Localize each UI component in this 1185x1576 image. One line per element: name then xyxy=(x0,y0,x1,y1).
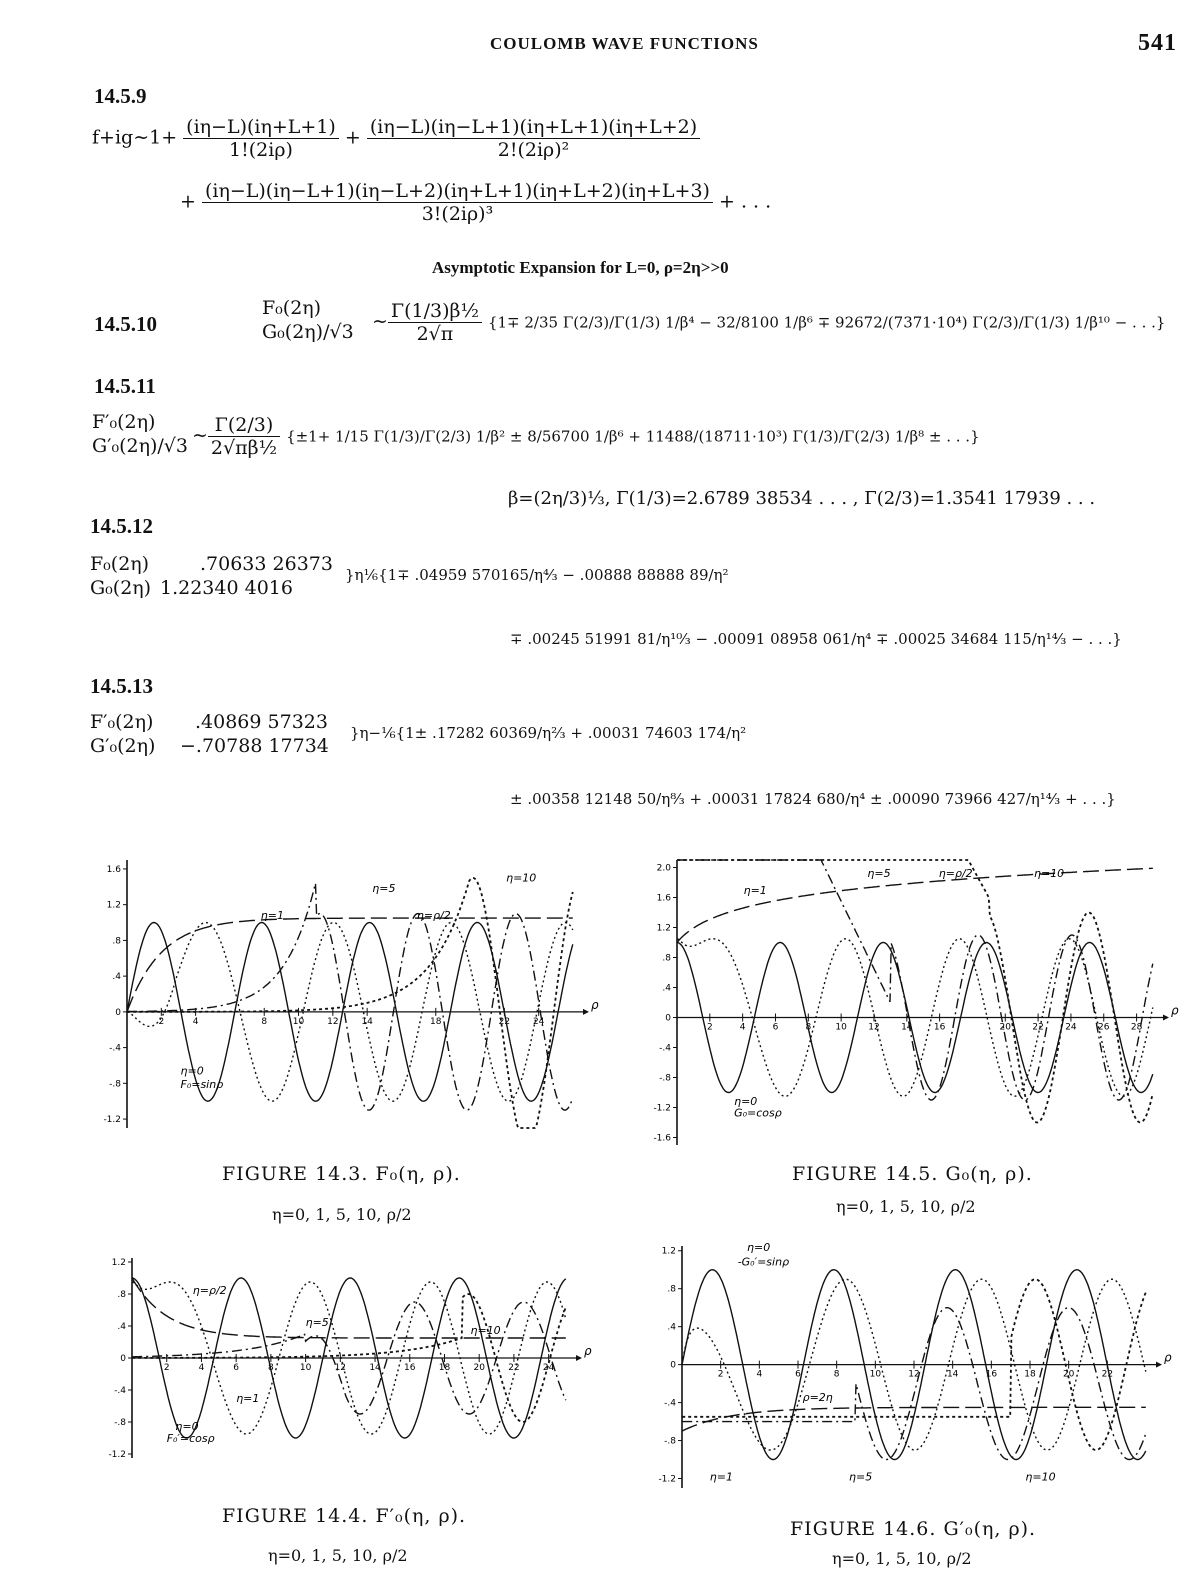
y-tick-label: .4 xyxy=(117,1322,126,1332)
y-tick-label: .4 xyxy=(662,983,671,994)
coefficient-stack xyxy=(180,710,329,758)
denominator: 2√πβ½ xyxy=(210,437,278,459)
coefficient-top: .70633 26373 xyxy=(200,553,333,575)
x-tick-label: 8 xyxy=(833,1369,840,1380)
x-tick-label: 4 xyxy=(739,1022,746,1033)
x-tick-label: 10 xyxy=(299,1363,312,1373)
x-tick-label: 4 xyxy=(198,1363,205,1373)
x-tick-label: 14 xyxy=(369,1363,381,1373)
x-tick-label: 16 xyxy=(985,1369,998,1380)
x-tick-label: 24 xyxy=(542,1363,555,1373)
series-annotation: η=5 xyxy=(372,882,396,896)
y-tick-label: .4 xyxy=(112,972,121,983)
x-tick-label: 24 xyxy=(532,1016,545,1027)
y-tick-label: 1.2 xyxy=(106,900,121,911)
equation-number: 14.5.13 xyxy=(90,674,153,698)
x-tick-label: 2 xyxy=(158,1016,165,1027)
y-tick-label: -1.6 xyxy=(653,1133,671,1144)
x-tick-label: 8 xyxy=(268,1363,274,1373)
y-tick-label: -.8 xyxy=(109,1079,121,1090)
series-annotation: η=5 xyxy=(305,1316,329,1329)
x-tick-label: 12 xyxy=(868,1022,880,1033)
series-line xyxy=(677,860,1153,1123)
x-tick-label: 14 xyxy=(361,1016,373,1027)
series-annotation: η=0 xyxy=(175,1420,199,1433)
y-tick-label: -.8 xyxy=(664,1436,676,1447)
y-tick-label: 0 xyxy=(670,1360,676,1371)
coefficient-top: .40869 57323 xyxy=(195,711,328,733)
x-axis-label: ρ xyxy=(1171,1003,1179,1018)
x-tick-label: 26 xyxy=(1098,1022,1110,1033)
numerator: (iη−L)(iη+L+1) xyxy=(183,116,339,139)
eq-tail: + . . . xyxy=(719,190,772,213)
y-tick-label: .4 xyxy=(667,1322,676,1333)
eq-lhs-bottom: G₀(2η)/√3 xyxy=(262,321,354,343)
series-annotation: F₀=sinρ xyxy=(180,1077,224,1091)
eq-lhs-stack xyxy=(90,552,151,600)
x-tick-label: 6 xyxy=(233,1363,240,1373)
x-tick-label: 10 xyxy=(869,1369,882,1380)
eq-lhs-top: F₀(2η) xyxy=(262,297,322,319)
denominator: 2!(2iρ)² xyxy=(497,139,570,161)
fraction xyxy=(208,414,280,459)
figure-subcaption: η=0, 1, 5, 10, ρ/2 xyxy=(836,1197,976,1216)
y-tick-label: -1.2 xyxy=(103,1115,121,1126)
equation-14-5-12-line1: }η⅙{1∓ .04959 570165/η⁴⁄₃ − .00888 88888 89/η² xyxy=(345,566,729,584)
series-annotation: η=1 xyxy=(709,1470,733,1484)
series-annotation: η=0 xyxy=(747,1240,771,1254)
eq-lhs-top: F′₀(2η) xyxy=(90,711,154,733)
x-tick-label: 4 xyxy=(192,1016,199,1027)
denominator: 3!(2iρ)³ xyxy=(421,203,494,225)
y-tick-label: 1.2 xyxy=(656,923,671,934)
x-tick-label: 2 xyxy=(717,1369,724,1380)
x-tick-label: 20 xyxy=(1062,1369,1075,1380)
x-tick-label: 18 xyxy=(438,1363,451,1373)
beta-definition: β=(2η/3)⅓, Γ(1/3)=2.6789 38534 . . . , Γ(2/3)=1.3541 17939 . . . xyxy=(508,488,1096,509)
y-tick-label: -.4 xyxy=(114,1386,126,1396)
numerator: Γ(1/3)β½ xyxy=(388,300,482,323)
y-tick-label: -1.2 xyxy=(653,1103,671,1114)
x-axis-arrow xyxy=(1163,1015,1169,1021)
y-tick-label: 0 xyxy=(665,1013,671,1024)
figure-subcaption: η=0, 1, 5, 10, ρ/2 xyxy=(832,1549,972,1568)
series-annotation: η=5 xyxy=(849,1470,873,1484)
y-tick-label: 1.2 xyxy=(661,1246,676,1257)
coefficient-stack xyxy=(160,552,333,600)
fraction xyxy=(202,180,713,225)
series-annotation: F₀′=cosρ xyxy=(166,1432,215,1445)
x-tick-label: 14 xyxy=(901,1022,913,1033)
asymptotic-heading: Asymptotic Expansion for L=0, ρ=2η>>0 xyxy=(432,258,729,277)
equation-14-5-13-line2: ± .00358 12148 50/η⁸⁄₃ + .00031 17824 680/η⁴ ± .00090 73966 427/η¹⁴⁄₃ + . . .} xyxy=(510,790,1116,808)
series-annotation: -G₀′=sinρ xyxy=(737,1255,790,1269)
x-tick-label: 10 xyxy=(292,1016,305,1027)
x-axis-label: ρ xyxy=(1164,1350,1172,1365)
series-line xyxy=(677,868,1153,942)
x-tick-label: 16 xyxy=(404,1363,416,1373)
equation-14-5-10-body: ∼ $\frac{\text{Γ(1/3)β½}}{2√\pi}$ {1∓ 2/35 Γ(2/3)/Γ(1/3) 1/β⁴ − 32/8100 1/β⁶ ∓ 92672/(7371·10⁴) Γ(2/3)/Γ(1/3) 1/β¹⁰ − . . .} xyxy=(372,300,1166,345)
eq-lhs-stack xyxy=(92,410,188,458)
figure-caption: FIGURE 14.3. F₀(η, ρ). xyxy=(222,1163,461,1185)
equation-14-5-12-line2: ∓ .00245 51991 81/η¹⁰⁄₃ − .00091 08958 061/η⁴ ∓ .00025 34684 115/η¹⁴⁄₃ − . . .} xyxy=(510,630,1122,648)
series-annotation: η=ρ/2 xyxy=(192,1284,227,1297)
series-annotation: η=ρ/2 xyxy=(938,867,973,881)
eq-lhs-stack xyxy=(262,296,354,344)
equation-number: 14.5.12 xyxy=(90,514,153,538)
x-tick-label: 4 xyxy=(756,1369,763,1380)
numerator: Γ(2/3) xyxy=(208,414,280,437)
fraction xyxy=(183,116,339,161)
eq-lhs-stack xyxy=(90,710,155,758)
equation-14-5-13-line1: }η−⅙{1± .17282 60369/η²⁄₃ + .00031 74603 174/η² xyxy=(350,724,747,742)
series-annotation: η=0 xyxy=(734,1095,758,1109)
figure-subcaption: η=0, 1, 5, 10, ρ/2 xyxy=(268,1546,408,1565)
series-annotation: η=0 xyxy=(180,1064,204,1078)
x-tick-label: 20 xyxy=(473,1363,485,1373)
eq-lhs-bottom: G₀(2η) xyxy=(90,577,152,599)
y-tick-label: .8 xyxy=(117,1290,126,1300)
x-axis-label: ρ xyxy=(591,997,599,1012)
series-annotation: η=1 xyxy=(260,909,284,922)
x-tick-label: 8 xyxy=(261,1016,268,1027)
y-tick-label: 1.2 xyxy=(111,1258,126,1268)
figure-caption: FIGURE 14.4. F′₀(η, ρ). xyxy=(222,1505,467,1527)
x-tick-label: 12 xyxy=(327,1016,339,1027)
numerator: (iη−L)(iη−L+1)(iη+L+1)(iη+L+2) xyxy=(367,116,700,139)
series-annotation: η=5 xyxy=(867,867,891,881)
x-tick-label: 24 xyxy=(1065,1022,1077,1033)
x-tick-label: 22 xyxy=(1101,1369,1114,1380)
series-annotation: η=10 xyxy=(1034,867,1065,881)
equation-number: 14.5.10 xyxy=(94,312,157,336)
eq-lhs-top: F₀(2η) xyxy=(90,553,150,575)
y-tick-label: 0 xyxy=(120,1354,126,1364)
x-tick-label: 12 xyxy=(334,1363,347,1373)
equation-14-5-11-body: ∼ $\frac{\Gamma(2/3)}{\text{2√πβ½}}$ {±1+ 1/15 Γ(1/3)/Γ(2/3) 1/β² ± 8/56700 1/β⁶ + 11488/(18711·10³) Γ(1/3)/Γ(2/3) 1/β⁸ ± . . .} xyxy=(192,414,980,459)
figure-caption: FIGURE 14.6. G′₀(η, ρ). xyxy=(790,1518,1037,1540)
page-number: 541 xyxy=(1138,30,1177,56)
series-expansion: {±1+ 1/15 Γ(1/3)/Γ(2/3) 1/β² ± 8/56700 1/β⁶ + 11488/(18711·10³) Γ(1/3)/Γ(2/3) 1/β⁸ ± . . .} xyxy=(286,427,980,446)
y-tick-label: .8 xyxy=(112,936,121,947)
denominator: 1!(2iρ) xyxy=(229,139,293,161)
figure-14-5-plot xyxy=(653,850,1179,1155)
eq-lhs: f+ig∼1+ xyxy=(92,126,178,149)
x-tick-label: 22 xyxy=(498,1016,511,1027)
x-tick-label: 18 xyxy=(1024,1369,1036,1380)
y-tick-label: -1.2 xyxy=(108,1450,126,1460)
x-tick-label: 28 xyxy=(1130,1022,1143,1033)
figure-subcaption: η=0, 1, 5, 10, ρ/2 xyxy=(272,1205,412,1224)
y-tick-label: 0 xyxy=(115,1007,121,1018)
eq-lhs-bottom: G′₀(2η)/√3 xyxy=(92,435,189,457)
x-tick-label: 16 xyxy=(933,1022,946,1033)
series-annotation: G₀=cosρ xyxy=(734,1106,782,1120)
x-tick-label: 22 xyxy=(1032,1022,1044,1033)
equation-14-5-9-line2: + $\frac{(i\eta-L)(i\eta-L+1)(i\eta-L+2)(i\eta+L+1)(i\eta+L+2)(i\eta+L+3)}{\text{3!(2iρ)³}}$ + . . . xyxy=(180,180,772,225)
x-tick-label: 20 xyxy=(999,1022,1012,1033)
series-annotation: η=10 xyxy=(1025,1470,1056,1484)
x-tick-label: 6 xyxy=(795,1369,801,1380)
figure-14-6-plot xyxy=(660,1228,1170,1504)
series-annotation: η=ρ/2 xyxy=(416,909,451,922)
x-tick-label: 2 xyxy=(163,1363,170,1373)
running-header: COULOMB WAVE FUNCTIONS xyxy=(490,34,759,53)
y-tick-label: .8 xyxy=(662,953,671,964)
figure-14-4-plot xyxy=(110,1240,590,1480)
denominator: 2√π xyxy=(416,323,454,345)
series-line xyxy=(682,1308,1146,1460)
y-tick-label: -.4 xyxy=(109,1043,121,1054)
x-axis-arrow xyxy=(1156,1362,1162,1368)
x-axis-arrow xyxy=(583,1009,589,1015)
x-tick-label: 12 xyxy=(908,1369,920,1380)
y-tick-label: -.4 xyxy=(664,1398,676,1409)
coefficient-bottom: 1.22340 4016 xyxy=(160,577,293,599)
y-tick-label: -.4 xyxy=(659,1043,671,1054)
x-tick-label: 10 xyxy=(835,1022,847,1033)
y-tick-label: 2.0 xyxy=(656,863,671,874)
y-tick-label: -1.2 xyxy=(658,1474,676,1485)
coefficient-bottom: −.70788 17734 xyxy=(180,735,329,757)
x-axis-arrow xyxy=(576,1355,582,1361)
x-tick-label: 18 xyxy=(430,1016,442,1027)
figure-14-3-plot xyxy=(95,850,599,1150)
equation-number: 14.5.9 xyxy=(94,84,147,108)
x-tick-label: 6 xyxy=(772,1022,779,1033)
series-expansion: {1∓ 2/35 Γ(2/3)/Γ(1/3) 1/β⁴ − 32/8100 1/β⁶ ∓ 92672/(7371·10⁴) Γ(2/3)/Γ(1/3) 1/β¹⁰ − . . .} xyxy=(487,313,1166,332)
x-tick-label: 8 xyxy=(805,1022,812,1033)
equation-number: 14.5.11 xyxy=(94,374,156,398)
y-tick-label: -.8 xyxy=(659,1073,671,1084)
series-line xyxy=(127,918,573,1011)
equation-14-5-9-line1: f+ig∼1+ $\frac{(i\eta-L)(i\eta+L+1)}{1!(2i\rho)}$ + $\frac{(i\eta-L)(i\eta-L+1)(i\eta+L+1)(i\eta+L+2)}{\text{2!(2iρ)²}}$ xyxy=(92,116,700,161)
numerator: (iη−L)(iη−L+1)(iη−L+2)(iη+L+1)(iη+L+2)(iη+L+3) xyxy=(202,180,713,203)
series-annotation: η=10 xyxy=(506,871,537,885)
eq-lhs-top: F′₀(2η) xyxy=(92,411,156,433)
y-tick-label: -.8 xyxy=(114,1418,126,1428)
y-tick-label: 1.6 xyxy=(106,864,121,875)
figure-caption: FIGURE 14.5. G₀(η, ρ). xyxy=(792,1163,1033,1185)
series-annotation: η=1 xyxy=(236,1392,260,1405)
series-annotation: ρ=2η xyxy=(802,1390,833,1404)
eq-lhs-bottom: G′₀(2η) xyxy=(90,735,156,757)
x-tick-label: 14 xyxy=(946,1369,959,1380)
series-annotation: η=1 xyxy=(743,884,767,898)
x-tick-label: 2 xyxy=(706,1022,713,1033)
fraction xyxy=(388,300,482,345)
x-tick-label: 22 xyxy=(508,1363,520,1373)
series-annotation: η=10 xyxy=(470,1324,501,1337)
y-tick-label: .8 xyxy=(667,1284,676,1295)
fraction xyxy=(367,116,700,161)
y-tick-label: 1.6 xyxy=(656,893,671,904)
x-axis-label: ρ xyxy=(584,1344,592,1358)
